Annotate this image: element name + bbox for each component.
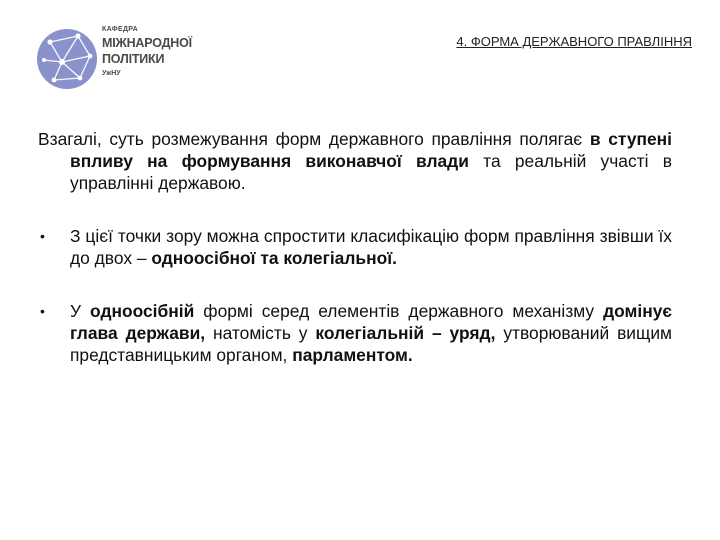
bullet-item-forms-text-2: формі серед елементів державного механізму <box>194 301 604 321</box>
paragraph-intro-text: Взагалі, суть розмежування форм державного правління полягає <box>38 129 590 149</box>
bullet-item-forms-text-1: У <box>70 301 91 321</box>
bullet-item-forms-emphasis-3: колегіальній – уряд, <box>315 323 496 343</box>
bullet-item-forms-text-3: натомість у <box>205 323 316 343</box>
network-globe-icon <box>36 20 100 98</box>
logo-line-kafedra: КАФЕДРА <box>102 26 138 33</box>
logo-line-polityky: ПОЛІТИКИ <box>102 51 165 66</box>
paragraph-intro-text-end: та реальній участі в управлінні державою. <box>70 151 672 193</box>
slide-content <box>38 128 672 366</box>
bullet-item-forms-emphasis-1: одноосібній <box>90 301 195 321</box>
department-logo <box>36 20 192 102</box>
bullet-dot: • <box>40 228 45 244</box>
bullet-dot: • <box>40 303 45 319</box>
logo-line-mizhnarodnoi: МІЖНАРОДНОЇ <box>102 36 192 50</box>
paragraph-intro <box>38 128 672 194</box>
bullet-item-classification <box>38 225 672 269</box>
slide-title: 4. ФОРМА ДЕРЖАВНОГО ПРАВЛІННЯ <box>456 34 692 49</box>
logo-line-uzhnu: УжНУ <box>102 70 121 77</box>
bullet-item-forms-emphasis-2: домінує глава держави, <box>70 301 672 343</box>
paragraph-intro-emphasis: в ступені впливу на формування виконавчої влади <box>70 129 672 171</box>
bullet-item-forms-emphasis-4: парламентом. <box>292 345 413 365</box>
bullet-item-forms <box>38 300 672 366</box>
bullet-item-classification-text: З цієї точки зору можна спростити класифікацію форм правління звівши їх до двох – <box>70 226 672 268</box>
logo-text <box>102 26 192 77</box>
bullet-item-classification-emphasis: одноосібної та колегіальної. <box>151 248 397 268</box>
bullet-item-forms-text-4: утворюваний вищим представницьким органом, <box>70 323 673 365</box>
